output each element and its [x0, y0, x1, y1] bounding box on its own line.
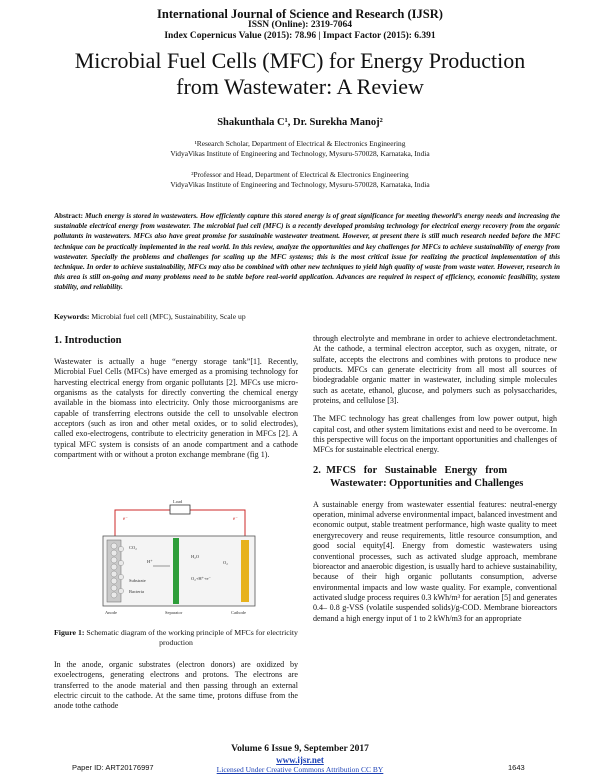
figure-1: [95, 500, 265, 620]
co2-label: CO₂: [129, 545, 137, 550]
separator-label: Separator: [165, 610, 183, 615]
affiliation-1: [0, 139, 600, 159]
journal-name: International Journal of Science and Research (IJSR): [157, 7, 443, 21]
left-column-continued: [54, 660, 298, 720]
abstract: [54, 211, 560, 293]
figure-1-caption-text: Schematic diagram of the working principle of MFCs for electricity production: [86, 628, 298, 647]
section-2-heading-line1: 2. MFCS for Sustainable Energy from: [313, 464, 508, 476]
mfc-diagram: [95, 500, 265, 620]
paper-title: [0, 48, 600, 100]
abstract-text: Much energy is stored in wastewaters. How efficiently capture this stored energy is of great significance for meeting theworld’s energy needs and increasing the sustainable electrical energy from wastewater. The microbial fuel cell (MFC) is a recently developed promising technology for electrical energy recovery from the organic pollutants in wastewaters. MFCs also have great promise for sustainable wastewater treatment. However, at present there is still much research needed before the MFC technique can be practically implemented in the real world. In this review, analyze the opportunities and key challenges for MFCs to achieve sustainability of energy from wastewater. Specially the problems and challenges for scaling up the MFC systems; this is the most critical issue for realizing the practical implementation of this technique. In order to achieve sustainability, MFCs may also be combined with other new techniques to yield high quality of waste from waste water. However, research in this area is still on-going and many problems need to be stable before real-world application. Advances are required in respect of efficiency, economic feasibility, system stability, and reliability.: [54, 212, 560, 292]
bacteria-label: Bacteria: [129, 589, 144, 594]
license-link[interactable]: Licensed Under Creative Commons Attribution CC BY: [216, 765, 384, 774]
keywords-text: Microbial fuel cell (MFC), Sustainability, Scale up: [91, 312, 246, 321]
load-label: Load: [173, 500, 183, 504]
right-paragraph-1: through electrolyte and membrane in order to achieve electrondetachment. At the cathode, a terminal electron acceptor, such as oxygen, nitrate, or sulfate, accepts the electrons and combines with protons to produce new products. MFCs can generate electricity from all most all sources of biodegradable organic matter in wastewater, including simple molecules such as acetate, ethanol, glucose, and polymers such as polysaccharides, proteins, and cellulose [3].: [313, 334, 557, 406]
figure-1-caption-label: Figure 1:: [54, 628, 85, 637]
left-column: [54, 334, 298, 468]
electron-label-left: e⁻: [123, 517, 128, 522]
figure-1-caption: [54, 628, 298, 648]
intro-paragraph-1: Wastewater is actually a huge “energy storage tank”[1]. Recently, Microbial Fuel Cells (MFCs) have emerged as a promising technology for harvesting electrical energy from organic pollutants [2]. MFCs use micro-organisms as the catalysts for directly converting the chemical energy available in the biomass into electricity. Only those microorganisms are capable of transferring electrons outside the cell to unsolvable electron acceptors (such as iron and other metal oxides, or to solid electrodes), called exo-electrogens, contribute to electricity generation in MFCs [2]. A typical MFC system is consists of an anode compartment and a cathode compartment with or without a proton exchange membrane (fig 1).: [54, 357, 298, 460]
hplus-label: H⁺: [147, 559, 153, 564]
paper-title-line2: from Wastewater: A Review: [176, 74, 424, 99]
keywords: [54, 312, 246, 321]
journal-link[interactable]: www.ijsr.net: [276, 755, 324, 765]
cathode-label: Cathode: [231, 610, 246, 615]
right-paragraph-3: A sustainable energy from wastewater essential features: neutral-energy operation, minimal adverse environmental impact, balanced investment and economic output, stable treatment performance, high waste quality to meet energyrecovery and reuse requirements, little resource consumption, and good social equity[4]. Energy from domestic wastewaters using conventional processes, such as activated sludge approach, membrane bioreactor and anaerobic digestion, is usually hard to achieve sustainability, because of their high organic pollutants consumption, adverse environmental impacts and low waste quality. For example, conventional activated sludge process requires 0.3 kWh/m³ for aeration [5] and generates 0.4– 0.8 g-VSS (volatile suspended solids)/g-COD. Membrane bioreactors demand a high energy input of 1 to 2 kWh/m3 for an appropriate: [313, 499, 557, 623]
h2o-label: H₂O: [191, 554, 200, 559]
substrate-label: Substrate: [129, 578, 146, 583]
right-column: [313, 334, 557, 632]
intro-heading: 1. Introduction: [54, 335, 122, 346]
section-2-heading-line2: Wastewater: Opportunities and Challenges: [330, 477, 524, 489]
affiliation-1-line2: VidyaVikas Institute of Engineering and Technology, Mysuru-570028, Karnataka, India: [170, 149, 430, 158]
electron-label-right: e⁻: [233, 517, 238, 522]
affiliation-2-line1: ²Professor and Head, Department of Electrical & Electronics Engineering: [191, 170, 409, 179]
o2-label: O₂: [223, 560, 228, 565]
abstract-label: Abstract:: [54, 212, 83, 220]
issn: ISSN (Online): 2319-7064: [248, 20, 352, 30]
footer-page-number: 1643: [508, 763, 525, 772]
footer-paper-id: Paper ID: ART20176997: [72, 763, 154, 772]
footer-volume: Volume 6 Issue 9, September 2017: [231, 744, 369, 754]
cathode-electrode: [241, 540, 249, 602]
index-copernicus: Index Copernicus Value (2015): 78.96 | Impact Factor (2015): 6.391: [164, 31, 436, 41]
keywords-label: Keywords:: [54, 312, 90, 321]
load-resistor: [170, 505, 190, 514]
paper-title-line1: Microbial Fuel Cells (MFC) for Energy Production: [74, 48, 526, 73]
right-paragraph-2: The MFC technology has great challenges from low power output, high capital cost, and other system limitations exist and need to be overcome. In this perspective will focus on the important opportunities and challenges of MFCs for sustainable electrical energy.: [313, 414, 557, 455]
affiliation-2: [0, 170, 600, 190]
affiliation-2-line2: VidyaVikas Institute of Engineering and Technology, Mysuru-570028, Karnataka, India: [170, 180, 430, 189]
external-circuit-wire: [115, 510, 245, 540]
authors: Shakunthala C¹, Dr. Surekha Manoj²: [217, 117, 383, 128]
separator-membrane: [173, 538, 179, 604]
anode-label: Anode: [105, 610, 117, 615]
affiliation-1-line1: ¹Research Scholar, Department of Electrical & Electronics Engineering: [194, 139, 406, 148]
section-2-heading: [313, 464, 557, 490]
cathode-reaction-label: O₂+H⁺+e⁻: [191, 576, 211, 581]
intro-paragraph-2: In the anode, organic substrates (electron donors) are oxidized by exoelectrogens, generating electrons and protons. The electrons are transferred to the anode material and then passing through an external electric circuit to the cathode. At the same time, protons diffuse from the anode tothe cathode: [54, 660, 298, 711]
